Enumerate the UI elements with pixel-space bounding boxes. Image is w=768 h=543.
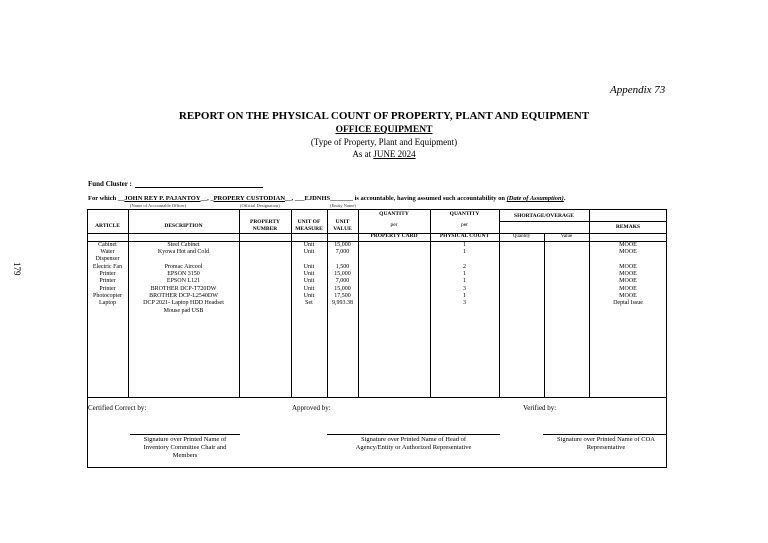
row-remarks: MOOE <box>619 293 637 299</box>
col-shortage-value: Value <box>560 234 573 239</box>
row-unit: Unit <box>303 242 315 248</box>
row-qty: 3 <box>463 300 466 306</box>
for-which-middle: is accountable, having assumed such accountability on <box>354 195 505 202</box>
officer-note: (Name of Accountable Officer) <box>130 203 187 208</box>
row-article: Printer <box>99 286 116 292</box>
row-remarks: MOOE <box>619 286 637 292</box>
row-description: Kyowa Hot and Cold <box>157 249 210 255</box>
row-unit: Unit <box>303 249 315 255</box>
row-value: 15,000 <box>334 242 351 248</box>
appendix-label: Appendix 73 <box>610 84 666 96</box>
entity-name: EJDNHS <box>304 195 331 202</box>
row-qty: 3 <box>463 286 466 292</box>
qty-physical-line2: per <box>460 222 469 228</box>
row-qty: 1 <box>463 278 466 284</box>
row-qty: 1 <box>463 249 466 255</box>
type-note: (Type of Property, Plant and Equipment) <box>310 137 458 147</box>
fund-cluster-field[interactable] <box>135 187 263 188</box>
row-unit: Unit <box>303 264 315 270</box>
for-which-line: For which __JOHN REY P. PAJANTOY__, _PROPERY CUSTODIAN__, ___EJDNHS_______ is accountable, having assumed such accountability on (Date of Assumption). <box>88 195 566 202</box>
col-qty-physical <box>430 211 499 240</box>
row-qty: 1 <box>463 242 466 248</box>
row-article: Printer <box>99 278 116 284</box>
qty-physical-line1: QUANTITY <box>449 211 480 217</box>
certified-caption <box>118 436 252 460</box>
accountable-officer: JOHN REY P. PAJANTOY <box>124 195 201 202</box>
row-remarks: MOOE <box>619 271 637 277</box>
row-article: Printer <box>99 271 116 277</box>
row-remarks: MOOE <box>619 249 637 255</box>
row-article: Electric Fan <box>92 264 123 270</box>
row-remarks: MOOE <box>619 242 637 248</box>
col-qty-card <box>358 211 430 240</box>
approved-signature-line[interactable] <box>327 434 500 435</box>
col-remarks: REMAKS <box>615 224 641 230</box>
col-shortage-qty: Quantity <box>512 234 531 239</box>
row-unit: Unit <box>303 278 315 284</box>
caption-line: Inventory Committee Chair and <box>143 444 227 451</box>
row-description: EPSON L121 <box>166 278 201 284</box>
qty-card-line2: per <box>390 222 398 228</box>
fund-cluster <box>88 180 263 188</box>
caption-line: Representative <box>586 444 626 451</box>
as-at-line <box>0 149 768 159</box>
caption-line: Signature over Printed Name of <box>143 436 227 443</box>
col-divider <box>239 209 240 397</box>
page-number: 179 <box>12 262 22 276</box>
approved-label: Approved by: <box>292 404 331 412</box>
row-unit: Unit <box>303 286 315 292</box>
designation-note: (Official Designation) <box>240 203 280 208</box>
qty-physical-line3: PHYSICAL COUNT <box>439 233 490 239</box>
col-article: ARTICLE <box>95 223 120 229</box>
row-value: 7,000 <box>335 249 350 255</box>
verified-label: Verified by: <box>523 404 557 412</box>
row-article: Photocopier <box>93 293 122 299</box>
col-shortage-overage: SHORTAGE/OVERAGE <box>514 213 574 219</box>
verified-signature-line[interactable] <box>543 434 667 435</box>
row-value: 9,993.38 <box>332 300 353 306</box>
row-description: BROTHER DCP-T720DW <box>150 286 217 292</box>
col-divider <box>544 233 545 397</box>
row-description: Promac Aircool <box>164 264 203 270</box>
col-description: DESCRIPTION <box>164 223 203 229</box>
row-value: 17,500 <box>334 293 351 299</box>
row-description: Steel Cabinet <box>167 242 200 248</box>
station-note: (Entity Name) <box>330 203 356 208</box>
caption-line: Agency/Entity or Authorized Representative <box>355 444 472 451</box>
caption-line: Members <box>172 452 198 459</box>
caption-line: Signature over Printed Name of COA <box>556 436 656 443</box>
row-description: EPSON 3150 <box>167 271 200 277</box>
row-unit: Set <box>305 300 313 306</box>
row-article: Laptop <box>99 300 116 306</box>
row-unit: Unit <box>303 271 315 277</box>
row-article: Dispenser <box>95 256 120 262</box>
qty-card-line1: QUANTITY <box>379 211 409 217</box>
col-unit-of-measure: UNIT OF MEASURE <box>295 219 323 232</box>
as-at-date: JUNE 2024 <box>373 149 416 159</box>
report-title: REPORT ON THE PHYSICAL COUNT OF PROPERTY, PLANT AND EQUIPMENT <box>178 110 590 122</box>
row-remarks: MOOE <box>619 264 637 270</box>
col-unit-value: UNIT VALUE <box>333 219 352 232</box>
official-designation: PROPERY CUSTODIAN <box>213 195 286 202</box>
certified-label: Certified Correct by: <box>88 404 147 412</box>
row-value: 7,000 <box>335 278 350 284</box>
row-qty: 2 <box>463 264 466 270</box>
row-qty: 1 <box>463 271 466 277</box>
fund-cluster-label: Fund Cluster : <box>88 180 132 188</box>
row-value: 1,500 <box>335 264 350 270</box>
row-remarks: Deptal Issue <box>613 300 643 306</box>
date-of-assumption: (Date of Assumption) <box>506 195 564 202</box>
category-title: OFFICE EQUIPMENT <box>335 125 433 135</box>
as-at-prefix: As at <box>352 149 372 159</box>
row-description: DCP 2021- Laptop HDD Headset <box>143 300 224 306</box>
row-article: Water <box>100 249 115 255</box>
row-qty: 1 <box>463 293 466 299</box>
row-value: 15,000 <box>334 271 351 277</box>
approved-caption <box>322 436 505 452</box>
row-remarks: MOOE <box>619 278 637 284</box>
caption-line: Signature over Printed Name of Head of <box>360 436 467 443</box>
qty-card-line3: PROPERTY CARD <box>370 233 418 239</box>
row-description: BROTHER DCP-L2540DW <box>149 293 218 299</box>
certified-signature-line[interactable] <box>130 434 240 435</box>
shortage-divider <box>499 221 667 222</box>
for-which-prefix: For which <box>88 195 117 202</box>
signature-divider <box>87 397 667 398</box>
row-description: Mouse pad USB <box>163 308 204 314</box>
col-property-number: PROPERTY NUMBER <box>249 219 281 232</box>
verified-caption <box>540 436 672 452</box>
row-value: 15,000 <box>334 286 351 292</box>
row-article: Cabinet <box>98 242 117 248</box>
row-unit: Unit <box>303 293 315 299</box>
